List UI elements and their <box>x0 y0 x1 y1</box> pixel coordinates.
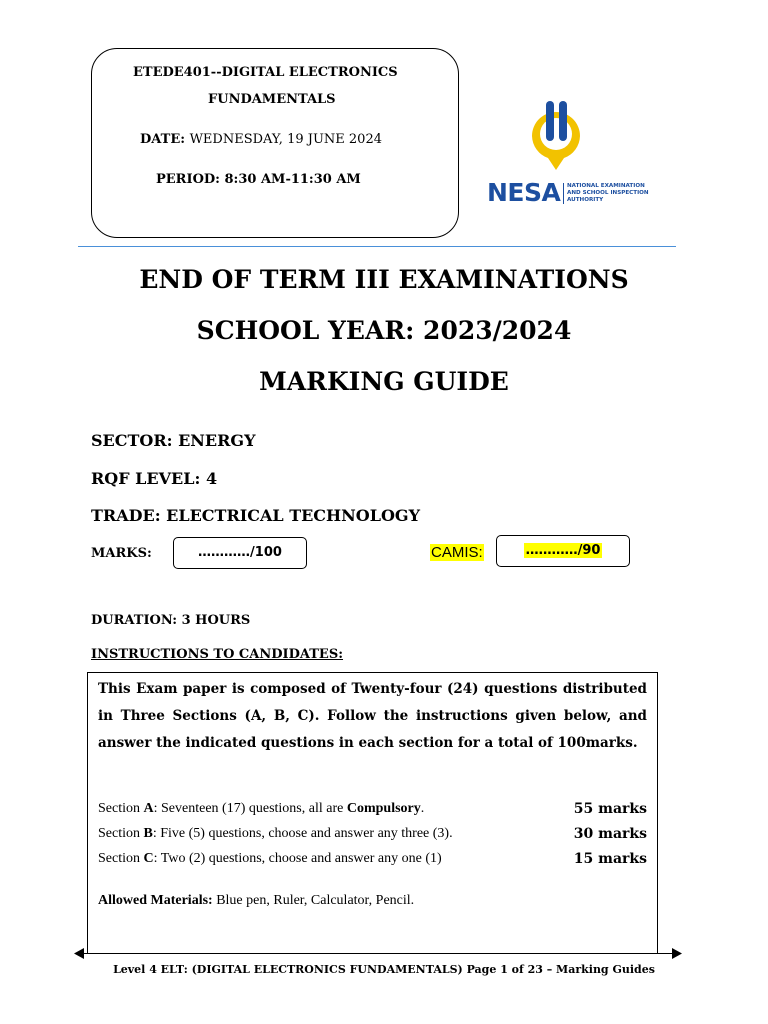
exam-date <box>140 132 382 147</box>
nesa-tagline <box>567 183 657 204</box>
trade-field: TRADE: ELECTRICAL TECHNOLOGY <box>91 506 420 525</box>
camis-value: …………/90 <box>525 543 601 558</box>
section-letter: C <box>143 851 154 866</box>
section-suffix: . <box>420 801 425 816</box>
section-prefix: Section <box>98 801 144 816</box>
arrow-right-icon <box>672 948 682 959</box>
course-code-line2: FUNDAMENTALS <box>208 92 336 107</box>
section-prefix: Section <box>98 826 144 841</box>
section-b-line <box>98 826 453 842</box>
section-c-line <box>98 851 442 867</box>
section-text: : Two (2) questions, choose and answer any one (1) <box>153 851 442 866</box>
date-value: WEDNESDAY, 19 JUNE 2024 <box>189 132 382 147</box>
sector-field: SECTOR: ENERGY <box>91 431 256 450</box>
section-prefix: Section <box>98 851 144 866</box>
section-letter: B <box>143 826 153 841</box>
marking-guide-title: MARKING GUIDE <box>259 367 509 396</box>
period-value: 8:30 AM-11:30 AM <box>224 172 361 187</box>
section-a-line <box>98 801 424 817</box>
arrow-left-icon <box>74 948 84 959</box>
school-year-title: SCHOOL YEAR: 2023/2024 <box>196 316 572 345</box>
section-letter: A <box>143 801 154 816</box>
exam-title: END OF TERM III EXAMINATIONS <box>139 265 629 294</box>
instructions-heading: INSTRUCTIONS TO CANDIDATES: <box>91 647 344 662</box>
duration-field: DURATION: 3 HOURS <box>91 613 251 628</box>
exam-period <box>156 172 361 187</box>
tagline-line: NATIONAL EXAMINATION <box>567 183 645 189</box>
period-label: PERIOD: <box>156 172 220 187</box>
materials-value: Blue pen, Ruler, Calculator, Pencil. <box>212 893 415 908</box>
marks-label: MARKS: <box>91 546 152 561</box>
footer-rule <box>78 953 678 954</box>
tagline-line: AND SCHOOL INSPECTION <box>567 190 649 196</box>
nesa-wordmark: NESA <box>487 178 561 207</box>
materials-label: Allowed Materials: <box>98 893 213 908</box>
section-a-marks: 55 marks <box>573 801 647 817</box>
page-footer: Level 4 ELT: (DIGITAL ELECTRONICS FUNDAMENTALS) Page 1 of 23 – Marking Guides <box>113 963 655 976</box>
section-text: : Seventeen (17) questions, all are <box>153 801 347 816</box>
tagline-line: AUTHORITY <box>567 197 604 203</box>
logo-divider <box>563 183 564 204</box>
instructions-intro: This Exam paper is composed of Twenty-four (24) questions distributed in Three Sections (A, B, C). Follow the instructions given below, and answer the indicated questions in each section for a total of 100marks. <box>98 681 647 752</box>
marks-box: …………/100 <box>173 537 307 569</box>
rqf-level-field: RQF LEVEL: 4 <box>91 469 218 488</box>
header-divider <box>78 246 676 247</box>
section-b-marks: 30 marks <box>573 826 647 842</box>
date-label: DATE: <box>140 132 186 147</box>
section-emphasis: Compulsory <box>346 801 421 816</box>
section-c-marks: 15 marks <box>573 851 647 867</box>
camis-box <box>496 535 630 567</box>
course-code-line1: ETEDE401--DIGITAL ELECTRONICS <box>133 65 398 80</box>
allowed-materials <box>98 893 414 909</box>
camis-label: CAMIS: <box>431 544 483 561</box>
section-text: : Five (5) questions, choose and answer any three (3). <box>152 826 453 841</box>
